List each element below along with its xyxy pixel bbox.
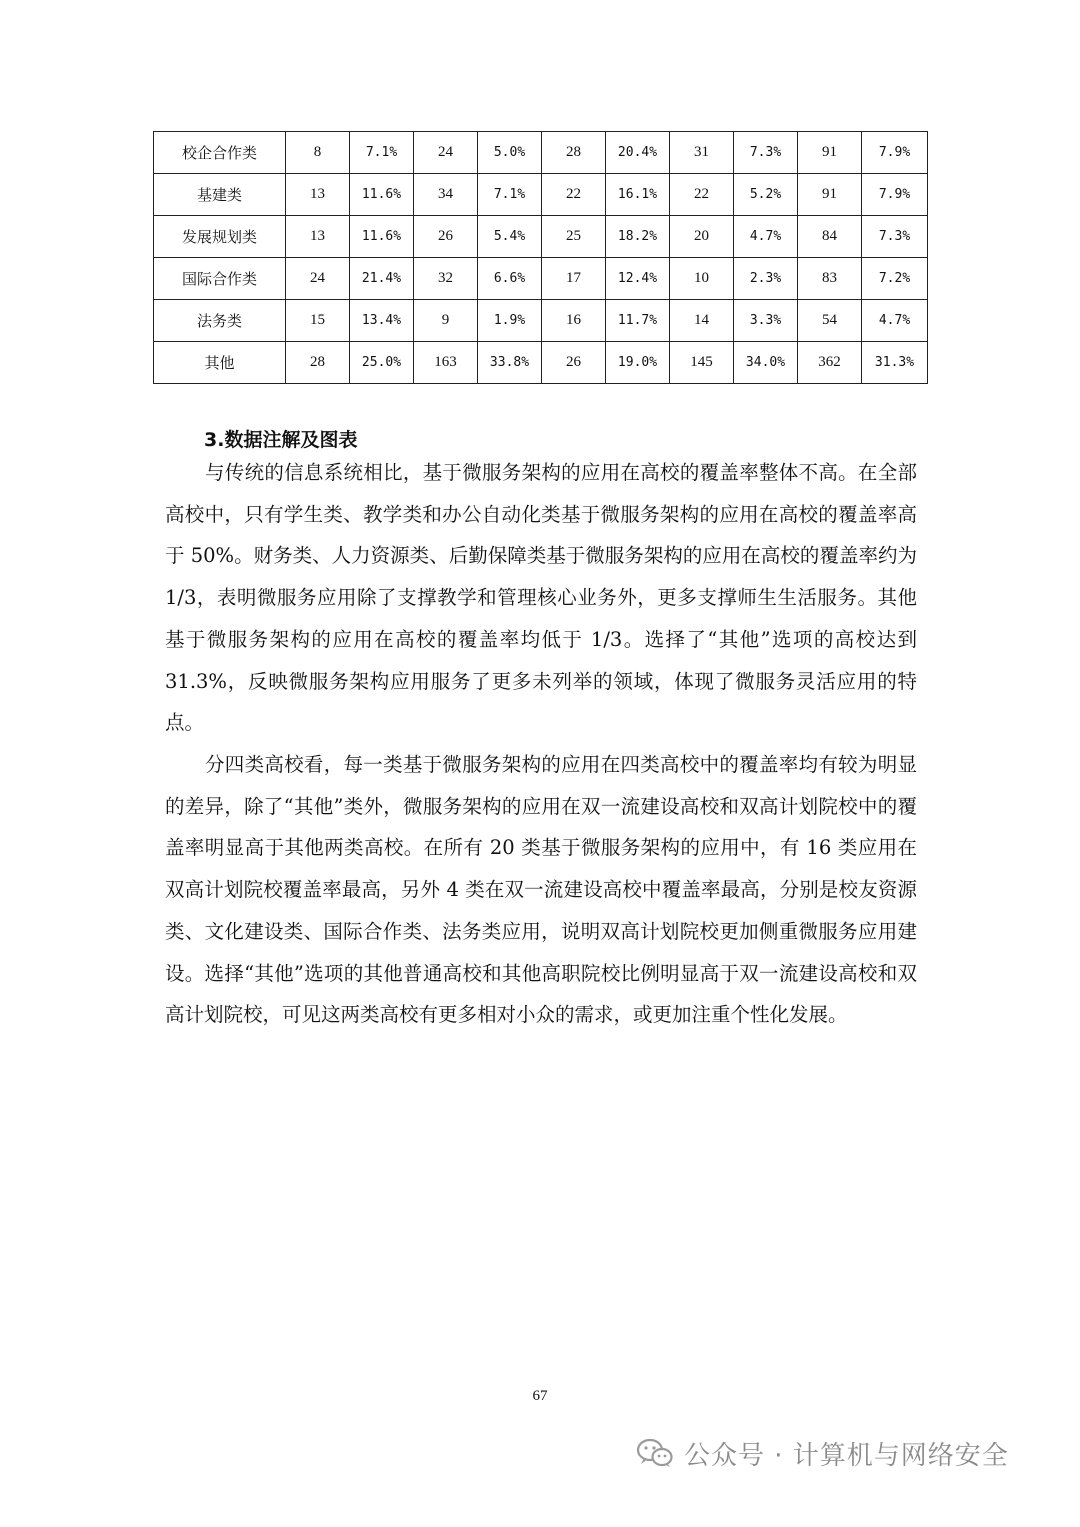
count-cell: 54 <box>798 300 862 342</box>
percent-cell: 1.9% <box>478 300 542 342</box>
count-cell: 28 <box>286 342 350 384</box>
wechat-icon <box>636 1438 674 1468</box>
count-cell: 24 <box>414 132 478 174</box>
count-cell: 26 <box>414 216 478 258</box>
percent-cell: 11.7% <box>606 300 670 342</box>
count-cell: 91 <box>798 132 862 174</box>
percent-cell: 7.1% <box>478 174 542 216</box>
count-cell: 22 <box>542 174 606 216</box>
table-row <box>154 342 928 384</box>
count-cell: 25 <box>542 216 606 258</box>
count-cell: 17 <box>542 258 606 300</box>
count-cell: 145 <box>670 342 734 384</box>
category-cell: 法务类 <box>154 300 286 342</box>
count-cell: 362 <box>798 342 862 384</box>
count-cell: 22 <box>670 174 734 216</box>
category-cell: 其他 <box>154 342 286 384</box>
category-cell: 基建类 <box>154 174 286 216</box>
percent-cell: 4.7% <box>734 216 798 258</box>
count-cell: 26 <box>542 342 606 384</box>
count-cell: 8 <box>286 132 350 174</box>
percent-cell: 2.3% <box>734 258 798 300</box>
count-cell: 28 <box>542 132 606 174</box>
count-cell: 84 <box>798 216 862 258</box>
body-paragraph-2: 分四类高校看，每一类基于微服务架构的应用在四类高校中的覆盖率均有较为明显的差异，除了“其他”类外，微服务架构的应用在双一流建设高校和双高计划院校中的覆盖率明显高于其他两类高校。在所有 20 类基于微服务架构的应用中，有 16 类应用在双高计划院校覆盖率最高，另外 4 类在双一流建设高校中覆盖率最高，分别是校友资源类、文化建设类、国际合作类、法务类应用，说明双高计划院校更加侧重微服务应用建设。选择“其他”选项的其他普通高校和其他高职院校比例明显高于双一流建设高校和双高计划院校，可见这两类高校有更多相对小众的需求，或更加注重个性化发展。 <box>165 753 917 1027</box>
percent-cell: 3.3% <box>734 300 798 342</box>
count-cell: 91 <box>798 174 862 216</box>
percent-cell: 5.2% <box>734 174 798 216</box>
statistics-table <box>153 131 928 384</box>
percent-cell: 18.2% <box>606 216 670 258</box>
percent-cell: 19.0% <box>606 342 670 384</box>
percent-cell: 12.4% <box>606 258 670 300</box>
percent-cell: 20.4% <box>606 132 670 174</box>
table-row <box>154 300 928 342</box>
category-cell: 校企合作类 <box>154 132 286 174</box>
count-cell: 31 <box>670 132 734 174</box>
percent-cell: 7.2% <box>862 258 928 300</box>
percent-cell: 21.4% <box>350 258 414 300</box>
percent-cell: 25.0% <box>350 342 414 384</box>
watermark-text: 公众号 · 计算机与网络安全 <box>684 1440 1009 1471</box>
percent-cell: 11.6% <box>350 174 414 216</box>
percent-cell: 11.6% <box>350 216 414 258</box>
page-number: 67 <box>532 1388 548 1404</box>
percent-cell: 16.1% <box>606 174 670 216</box>
count-cell: 32 <box>414 258 478 300</box>
count-cell: 9 <box>414 300 478 342</box>
count-cell: 16 <box>542 300 606 342</box>
percent-cell: 7.9% <box>862 132 928 174</box>
count-cell: 14 <box>670 300 734 342</box>
count-cell: 10 <box>670 258 734 300</box>
percent-cell: 5.4% <box>478 216 542 258</box>
percent-cell: 5.0% <box>478 132 542 174</box>
percent-cell: 4.7% <box>862 300 928 342</box>
table-row <box>154 132 928 174</box>
percent-cell: 31.3% <box>862 342 928 384</box>
percent-cell: 34.0% <box>734 342 798 384</box>
body-paragraph-1: 与传统的信息系统相比，基于微服务架构的应用在高校的覆盖率整体不高。在全部高校中，只有学生类、教学类和办公自动化类基于微服务架构的应用在高校的覆盖率高于 50%。财务类、人力资源类、后勤保障类基于微服务架构的应用在高校的覆盖率约为 1/3，表明微服务应用除了支撑教学和管理核心业务外，更多支撑师生生活服务。其他基于微服务架构的应用在高校的覆盖率均低于 1/3。选择了“其他”选项的高校达到 31.3%，反映微服务架构应用服务了更多未列举的领域，体现了微服务灵活应用的特点。 <box>165 461 917 735</box>
table-row <box>154 258 928 300</box>
category-cell: 发展规划类 <box>154 216 286 258</box>
count-cell: 163 <box>414 342 478 384</box>
category-cell: 国际合作类 <box>154 258 286 300</box>
table-row <box>154 216 928 258</box>
count-cell: 15 <box>286 300 350 342</box>
count-cell: 24 <box>286 258 350 300</box>
section-heading: 3.数据注解及图表 <box>204 429 358 451</box>
percent-cell: 7.1% <box>350 132 414 174</box>
percent-cell: 7.9% <box>862 174 928 216</box>
count-cell: 13 <box>286 216 350 258</box>
count-cell: 83 <box>798 258 862 300</box>
percent-cell: 33.8% <box>478 342 542 384</box>
watermark <box>636 1433 1009 1473</box>
percent-cell: 7.3% <box>862 216 928 258</box>
percent-cell: 7.3% <box>734 132 798 174</box>
count-cell: 34 <box>414 174 478 216</box>
table-row <box>154 174 928 216</box>
count-cell: 13 <box>286 174 350 216</box>
percent-cell: 6.6% <box>478 258 542 300</box>
percent-cell: 13.4% <box>350 300 414 342</box>
count-cell: 20 <box>670 216 734 258</box>
